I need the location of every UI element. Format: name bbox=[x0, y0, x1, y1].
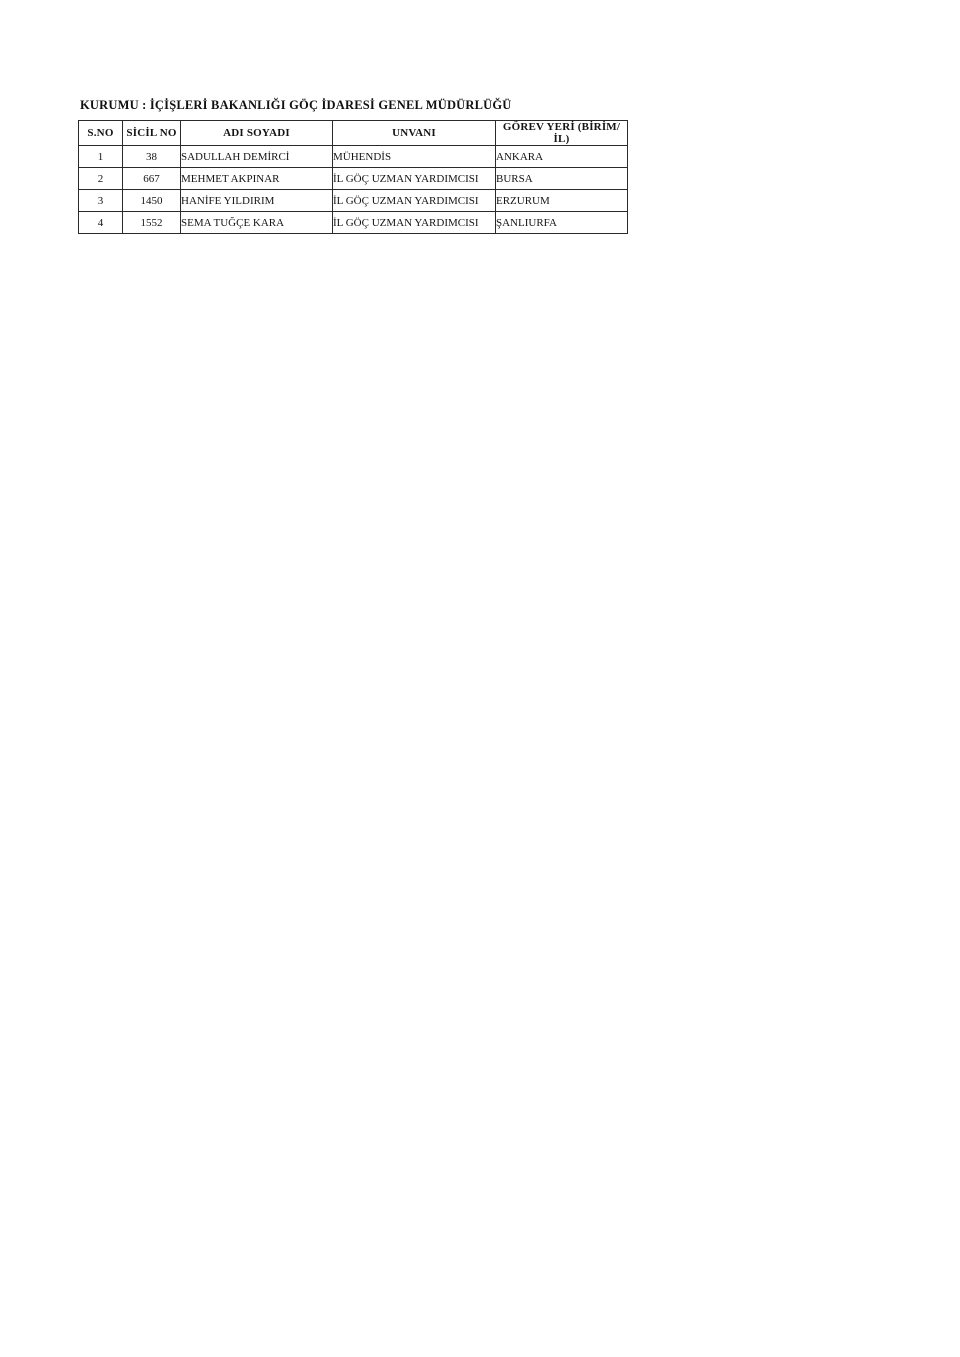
cell-sno: 1 bbox=[79, 146, 123, 168]
cell-title: İL GÖÇ UZMAN YARDIMCISI bbox=[333, 190, 496, 212]
column-header-title: UNVANI bbox=[333, 121, 496, 146]
cell-sno: 4 bbox=[79, 212, 123, 234]
cell-sno: 2 bbox=[79, 168, 123, 190]
column-header-sicil: SİCİL NO bbox=[123, 121, 181, 146]
column-header-sno: S.NO bbox=[79, 121, 123, 146]
table-row bbox=[79, 190, 628, 212]
table-body bbox=[79, 146, 628, 234]
column-header-duty-location: GÖREV YERİ (BİRİM/İL) bbox=[496, 121, 628, 146]
cell-sicil: 38 bbox=[123, 146, 181, 168]
cell-name: SADULLAH DEMİRCİ bbox=[181, 146, 333, 168]
cell-sicil: 1552 bbox=[123, 212, 181, 234]
cell-duty-location: BURSA bbox=[496, 168, 628, 190]
cell-sicil: 1450 bbox=[123, 190, 181, 212]
cell-title: İL GÖÇ UZMAN YARDIMCISI bbox=[333, 212, 496, 234]
cell-duty-location: ANKARA bbox=[496, 146, 628, 168]
cell-sicil: 667 bbox=[123, 168, 181, 190]
table-row bbox=[79, 168, 628, 190]
personnel-table bbox=[78, 120, 628, 234]
institution-heading: KURUMU : İÇİŞLERİ BAKANLIĞI GÖÇ İDARESİ GENEL MÜDÜRLÜĞÜ bbox=[80, 98, 512, 112]
cell-title: İL GÖÇ UZMAN YARDIMCISI bbox=[333, 168, 496, 190]
table-row bbox=[79, 146, 628, 168]
cell-name: MEHMET AKPINAR bbox=[181, 168, 333, 190]
table-row bbox=[79, 212, 628, 234]
column-header-name: ADI SOYADI bbox=[181, 121, 333, 146]
cell-sno: 3 bbox=[79, 190, 123, 212]
cell-name: HANİFE YILDIRIM bbox=[181, 190, 333, 212]
cell-duty-location: ERZURUM bbox=[496, 190, 628, 212]
cell-name: SEMA TUĞÇE KARA bbox=[181, 212, 333, 234]
table-header-row bbox=[79, 121, 628, 146]
cell-duty-location: ŞANLIURFA bbox=[496, 212, 628, 234]
cell-title: MÜHENDİS bbox=[333, 146, 496, 168]
